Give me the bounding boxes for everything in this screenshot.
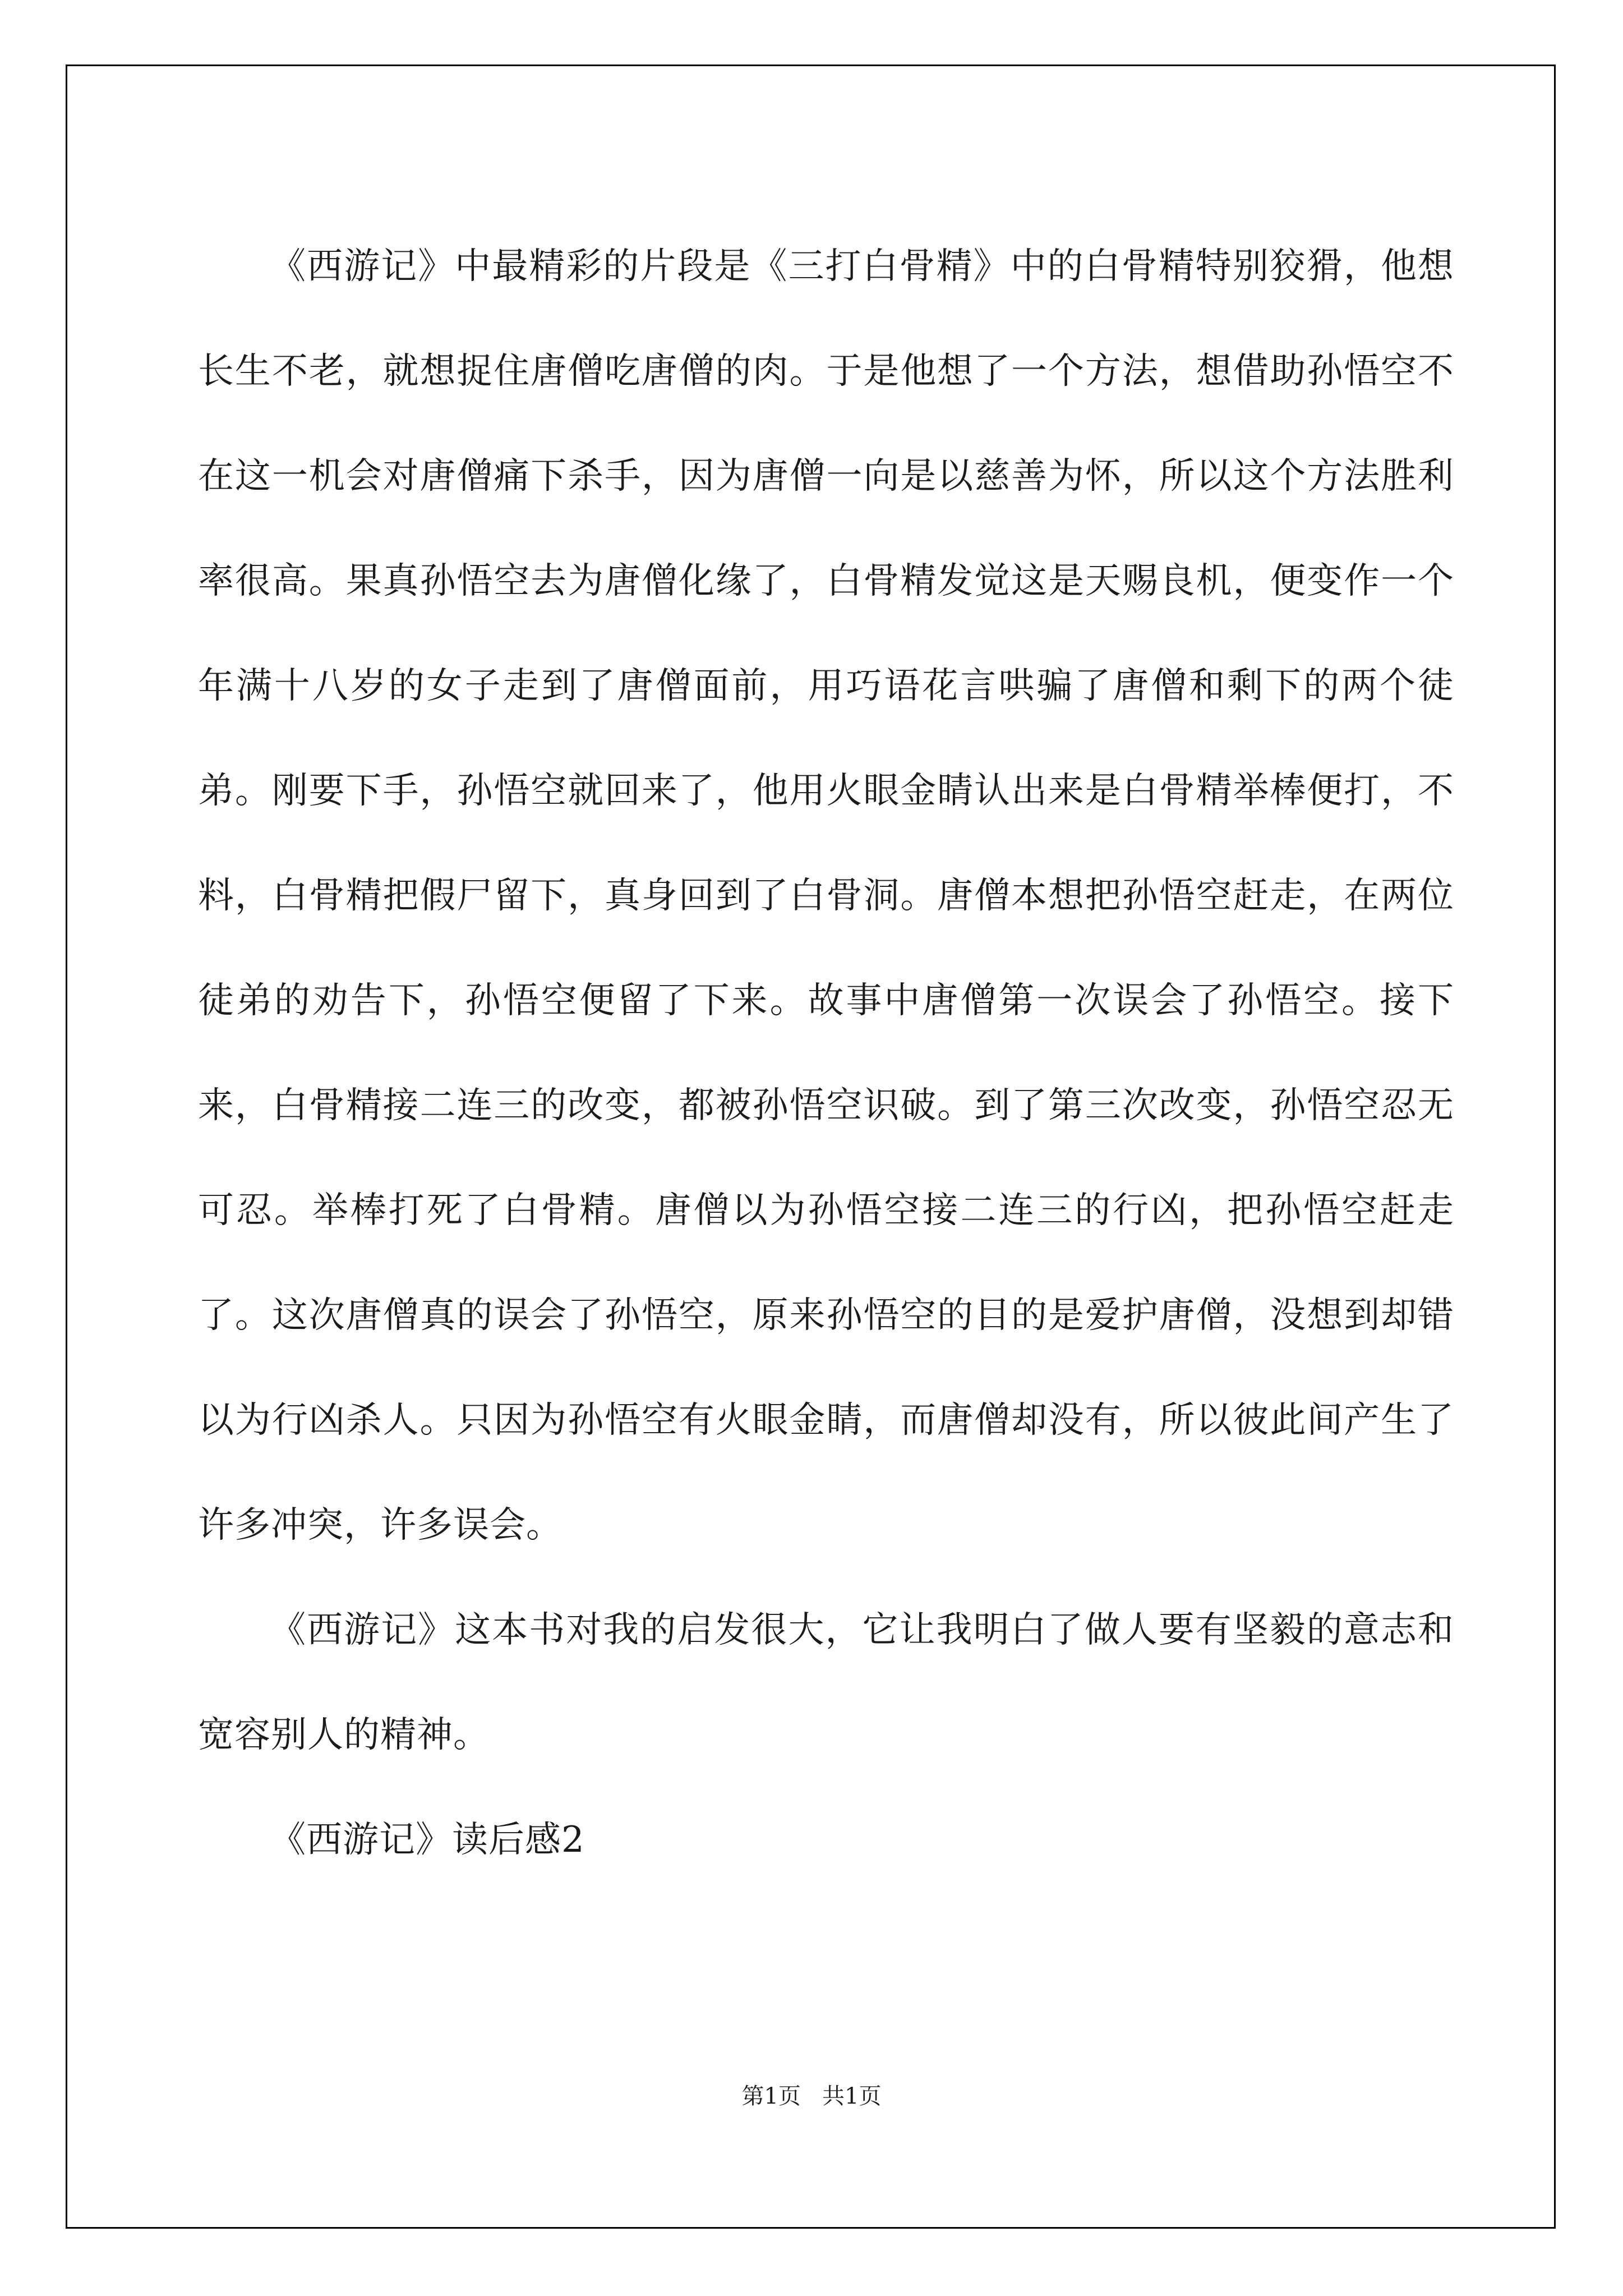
page-footer: 第1页 共1页 xyxy=(741,2083,882,2109)
document-body xyxy=(198,214,1454,1893)
body-paragraph: 《西游记》中最精彩的片段是《三打白骨精》中的白骨精特别狡猾，他想长生不老，就想捉住唐僧吃唐僧的肉。于是他想了一个方法，想借助孙悟空不在这一机会对唐僧痛下杀手，因为唐僧一向是以慈善为怀，所以这个方法胜利率很高。果真孙悟空去为唐僧化缘了，白骨精发觉这是天赐良机，便变作一个年满十八岁的女子走到了唐僧面前，用巧语花言哄骗了唐僧和剩下的两个徒弟。刚要下手，孙悟空就回来了，他用火眼金睛认出来是白骨精举棒便打，不料，白骨精把假尸留下，真身回到了白骨洞。唐僧本想把孙悟空赶走，在两位徒弟的劝告下，孙悟空便留了下来。故事中唐僧第一次误会了孙悟空。接下来，白骨精接二连三的改变，都被孙悟空识破。到了第三次改变，孙悟空忍无可忍。举棒打死了白骨精。唐僧以为孙悟空接二连三的行凶，把孙悟空赶走了。这次唐僧真的误会了孙悟空，原来孙悟空的目的是爱护唐僧，没想到却错以为行凶杀人。只因为孙悟空有火眼金睛，而唐僧却没有，所以彼此间产生了许多冲突，许多误会。 xyxy=(198,246,1454,1546)
body-paragraph: 《西游记》这本书对我的启发很大，它让我明白了做人要有坚毅的意志和宽容别人的精神。 xyxy=(198,1609,1454,1756)
section-heading: 《西游记》读后感2 xyxy=(270,1819,585,1861)
